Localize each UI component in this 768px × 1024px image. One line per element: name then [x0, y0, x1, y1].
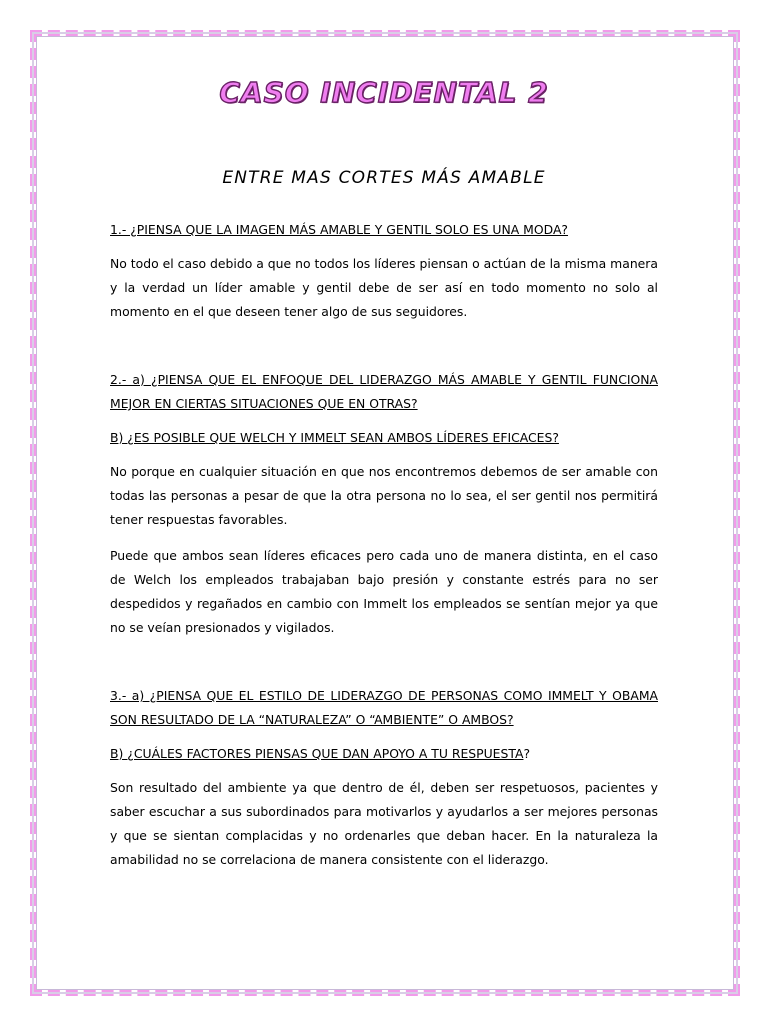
question-2a-text: 2.- a) ¿PIENSA QUE EL ENFOQUE DEL LIDERAZGO MÁS AMABLE Y GENTIL FUNCIONA MEJOR EN CIERTAS SITUACIONES QUE EN OTRAS?: [110, 372, 658, 411]
question-3b-tail: ?: [523, 746, 531, 761]
answer-1: No todo el caso debido a que no todos los líderes piensan o actúan de la misma manera y la verdad un líder amable y gentil debe de ser así en todo momento no solo al momento en el que deseen tener algo de sus seguidores.: [110, 256, 658, 319]
question-2a: [110, 368, 658, 416]
answer-2b: Puede que ambos sean líderes eficaces pero cada uno de manera distinta, en el caso de Welch los empleados trabajaban bajo presión y constante estrés para no ser despedidos y regañados en cambio con Immelt los empleados se sentían mejor ya que no se veían presionados y vigilados.: [110, 548, 658, 635]
question-3a-text: 3.- a) ¿PIENSA QUE EL ESTILO DE LIDERAZGO DE PERSONAS COMO IMMELT Y OBAMA SON RESULTADO DE LA “NATURALEZA” O “AMBIENTE” O AMBOS?: [110, 688, 658, 727]
question-3b: [110, 742, 658, 766]
document-body: [110, 208, 658, 872]
question-3b-text: B) ¿CUÁLES FACTORES PIENSAS QUE DAN APOYO A TU RESPUESTA: [110, 746, 524, 761]
document-subtitle: ENTRE MAS CORTES MÁS AMABLE: [222, 168, 546, 188]
answer-2a: No porque en cualquier situación en que nos encontremos debemos de ser amable con todas las personas a pesar de que la otra persona no lo sea, el ser gentil nos permitirá tener respuestas favorables.: [110, 464, 658, 527]
question-3a: [110, 684, 658, 732]
answer-3: Son resultado del ambiente ya que dentro de él, deben ser respetuosos, pacientes y saber escuchar a sus subordinados para motivarlos y ayudarlos a ser mejores personas y que se sientan complacidas y no ordenarles que deban hacer. En la naturaleza la amabilidad no se correlaciona de manera consistente con el liderazgo.: [110, 780, 658, 867]
question-2b-text: B) ¿ES POSIBLE QUE WELCH Y IMMELT SEAN AMBOS LÍDERES EFICACES?: [110, 430, 559, 445]
document-title: CASO INCIDENTAL 2: [219, 76, 549, 109]
question-1-text: 1.- ¿PIENSA QUE LA IMAGEN MÁS AMABLE Y GENTIL SOLO ES UNA MODA?: [110, 222, 569, 237]
question-2b: [110, 426, 658, 450]
question-1: [110, 218, 658, 242]
